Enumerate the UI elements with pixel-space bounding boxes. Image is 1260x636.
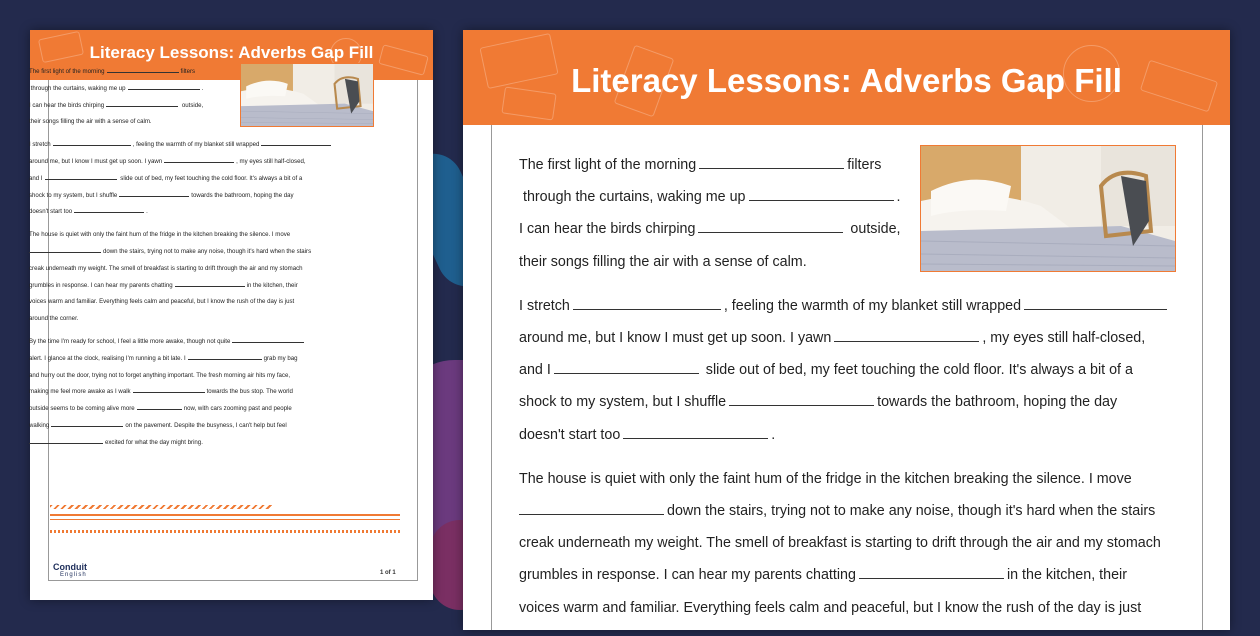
conduit-logo: Conduit English bbox=[53, 562, 87, 578]
zoomed-header bbox=[463, 30, 1230, 125]
thumbnail-title: Literacy Lessons: Adverbs Gap Fill bbox=[89, 43, 374, 62]
zoomed-title: Literacy Lessons: Adverbs Gap Fill bbox=[571, 62, 1122, 99]
thumbnail-text: The first light of the morning filters through the curtains, waking me up . I can hear the birds chirping outside, their songs filling the air with a sense of calm. I stretch , feeling the warmth of my blanket still wrapped around me, but I know I must get up soon. I yawn , my eyes still half-closed, and I slide out of bed, my feet touching the cold floor. It's always a bit of a shock to my system, but I shuffle towards the bathroom, hoping the day doesn't start too . The house is quiet with only the faint hum of the fridge in the kitchen breaking the silence. I move down the stairs, trying not to make any noise, though it's hard when the stairs creak underneath my weight. The smell of breakfast is starting to drift through the air and my stomach grumbles in response. I can hear my parents chatting in the kitchen, their voices warm and familiar. Everything feels calm and peaceful, but I know the rush of the day is just around the corner. By the time I'm ready for school, I feel a little more awake, though not quite alert. I glance at the clock, realising I'm running a bit late. I grab my bag and hurry out the door, trying not to forget anything important. The fresh morning air hits my face, making me feel more awake as I walk towards the bus stop. The world outside seems to be coming alive more now, with cars zooming past and people walking on the pavement. Despite the busyness, I can't help but feel excited for what the day might bring. bbox=[29, 64, 371, 458]
thumbnail-decorative-lines bbox=[50, 505, 400, 533]
worksheet-text: The first light of the morning filters through the curtains, waking me up . I can hear the birds chirping outside, their songs filling the air with a sense of calm. I stretch , feeling the warmth of my blanket still wrapped around me, but I know I must get up soon. I yawn , my eyes still half-closed, and I slide out of bed, my feet touching the cold floor. It's always a bit of a shock to my system, but I shuffle towards the bathroom, hoping the day doesn't start too . The house is quiet with only the faint hum of the fridge in the kitchen breaking the silence. I move down the stairs, trying not to make any noise, though it's hard when the stairs creak underneath my weight. The smell of breakfast is starting to drift through the air and my stomach grumbles in response. I can hear my parents chatting in the kitchen, their voices warm and familiar. Everything feels calm and peaceful, but I know the rush of the day is just bbox=[519, 149, 1179, 636]
page-number: 1 of 1 bbox=[380, 570, 396, 576]
